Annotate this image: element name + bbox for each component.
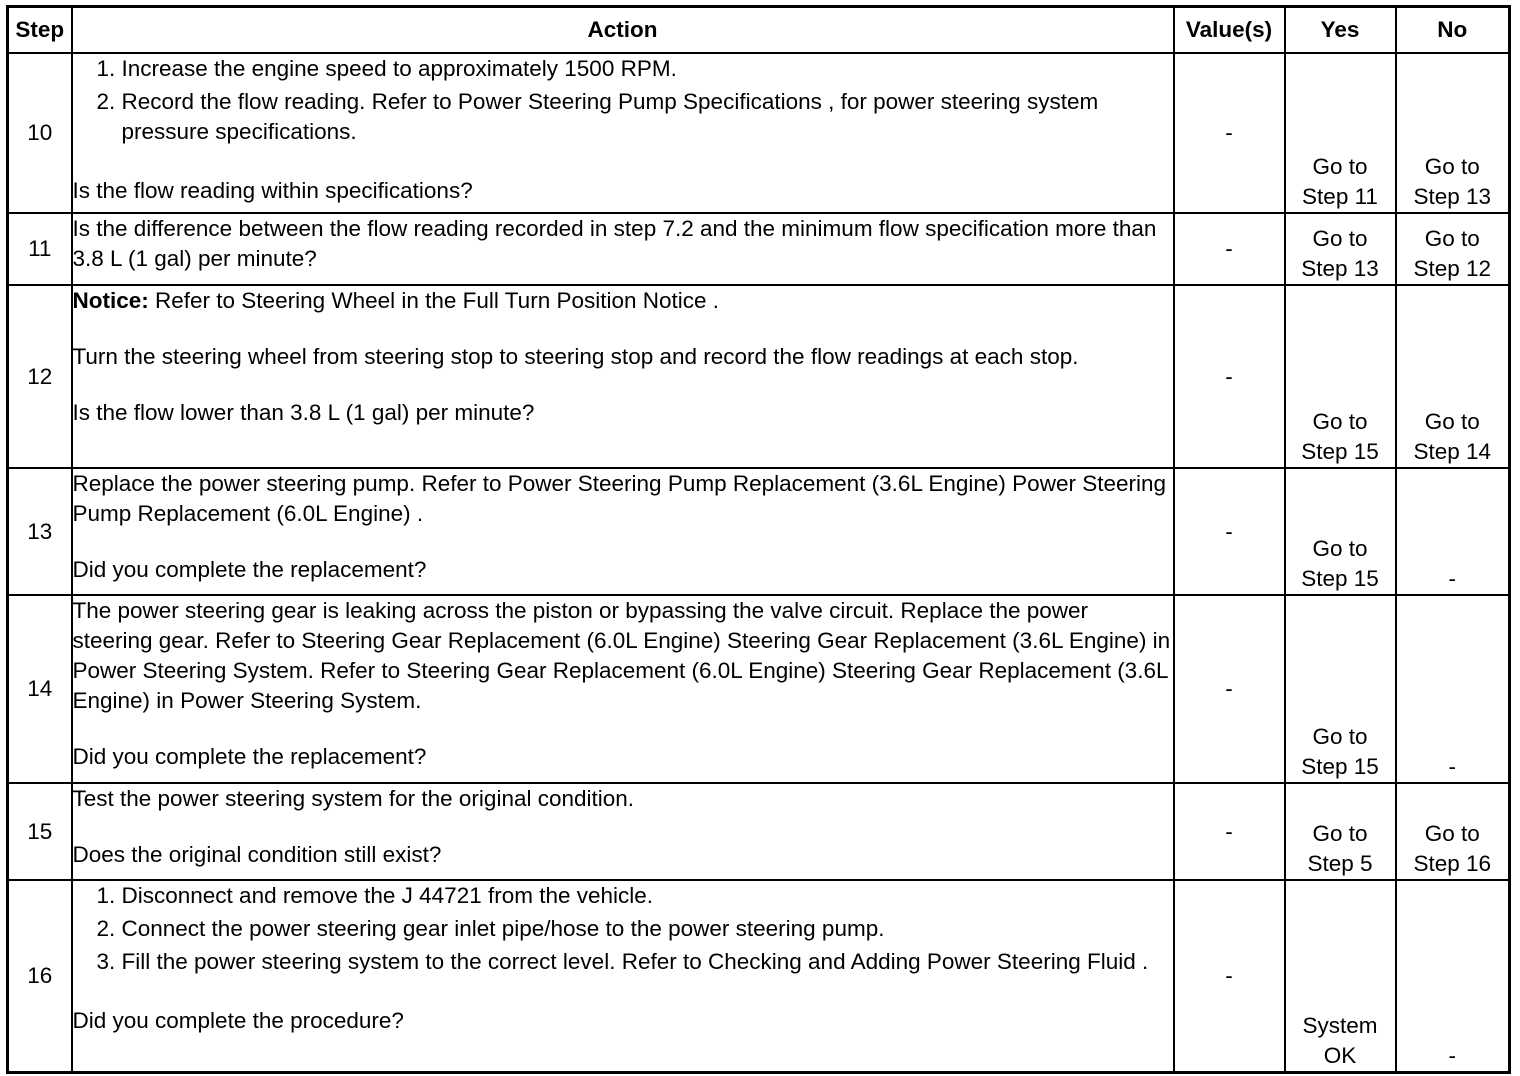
yes-line: Step 15 [1301, 566, 1379, 591]
list-item: 1. Disconnect and remove the J 44721 from the vehicle. [122, 881, 1173, 911]
no-cell [1396, 213, 1510, 285]
table-row [8, 468, 1510, 595]
action-question: Did you complete the replacement? [72, 557, 427, 582]
value-cell: - [1174, 783, 1285, 880]
step-number: 10 [8, 53, 72, 213]
step-number: 16 [8, 880, 72, 1072]
table-row [8, 880, 1510, 1072]
action-cell [72, 213, 1174, 285]
yes-cell [1285, 213, 1396, 285]
list-item: 1. Increase the engine speed to approximately 1500 RPM. [122, 54, 1173, 84]
action-cell [72, 53, 1174, 213]
yes-line: Step 11 [1302, 184, 1378, 209]
notice-text: Refer to Steering Wheel in the Full Turn Position Notice . [148, 288, 720, 313]
yes-line: Step 13 [1301, 256, 1379, 281]
table-row [8, 213, 1510, 285]
no-line: Go to [1424, 226, 1480, 251]
yes-cell [1285, 53, 1396, 213]
header-yes: Yes [1285, 7, 1396, 54]
yes-line: System [1302, 1012, 1378, 1038]
no-cell [1396, 595, 1510, 783]
header-values: Value(s) [1174, 7, 1285, 54]
action-text: The power steering gear is leaking across the piston or bypassing the valve circuit. Replace the power steering gear. Refer to Steering Gear Replacement (6.0L Engine) Steering Gear Replacement (3.6L Engine) in Power Steering System. Refer to Steering Gear Replacement (6.0L Engine) Steering Gear Replacement (3.6L Engine) in Power Steering System. [72, 598, 1171, 713]
table-row [8, 53, 1510, 213]
yes-line: Go to [1312, 724, 1368, 749]
yes-line: Step 15 [1301, 754, 1379, 779]
yes-cell [1285, 468, 1396, 595]
header-no: No [1396, 7, 1510, 54]
no-line: Step 14 [1413, 439, 1492, 464]
value-cell: - [1174, 595, 1285, 783]
table-row [8, 285, 1510, 468]
yes-cell [1285, 285, 1396, 468]
header-row [8, 7, 1510, 54]
action-cell [72, 468, 1174, 595]
no-cell [1396, 880, 1510, 1072]
value-cell: - [1174, 880, 1285, 1072]
value-cell: - [1174, 213, 1285, 285]
no-line: Go to [1424, 821, 1480, 846]
action-question: Does the original condition still exist? [72, 842, 442, 867]
header-action: Action [72, 7, 1174, 54]
yes-line: Go to [1312, 821, 1368, 846]
step-number: 11 [8, 213, 72, 285]
action-cell [72, 285, 1174, 468]
yes-cell [1285, 880, 1396, 1072]
no-cell [1396, 468, 1510, 595]
no-line: - [1448, 754, 1456, 779]
table-row [8, 595, 1510, 783]
step-number: 13 [8, 468, 72, 595]
action-question: Did you complete the replacement? [72, 744, 427, 769]
yes-line: OK [1323, 1042, 1357, 1068]
header-step: Step [8, 7, 72, 54]
action-text: Replace the power steering pump. Refer to Power Steering Pump Replacement (3.6L Engine) Power Steering Pump Replacement (6.0L Engine) . [72, 471, 1167, 526]
yes-cell [1285, 783, 1396, 880]
no-line: - [1448, 1042, 1456, 1068]
list-item: 2. Connect the power steering gear inlet pipe/hose to the power steering pump. [122, 914, 1173, 944]
action-question: Is the flow lower than 3.8 L (1 gal) per minute? [72, 400, 535, 425]
no-line: Step 13 [1413, 184, 1492, 209]
step-number: 12 [8, 285, 72, 468]
yes-line: Go to [1312, 409, 1368, 434]
no-line: - [1448, 566, 1456, 591]
yes-line: Go to [1312, 226, 1368, 251]
action-question: Is the flow reading within specifications? [72, 178, 473, 203]
action-text: Turn the steering wheel from steering stop to steering stop and record the flow readings at each stop. [72, 344, 1079, 369]
action-text: Is the difference between the flow reading recorded in step 7.2 and the minimum flow specification more than 3.8 L (1 gal) per minute? [72, 216, 1157, 271]
no-cell [1396, 783, 1510, 880]
notice [73, 286, 1173, 316]
list-item: 3. Fill the power steering system to the correct level. Refer to Checking and Adding Power Steering Fluid . [122, 947, 1173, 977]
yes-line: Step 15 [1301, 439, 1379, 464]
table-row [8, 783, 1510, 880]
step-number: 15 [8, 783, 72, 880]
action-list [73, 881, 1173, 977]
value-cell: - [1174, 53, 1285, 213]
value-cell: - [1174, 468, 1285, 595]
action-list [73, 54, 1173, 147]
diagnostic-table [6, 5, 1511, 1074]
no-cell [1396, 53, 1510, 213]
notice-label: Notice: [72, 288, 149, 313]
no-line: Step 16 [1413, 851, 1492, 876]
yes-line: Go to [1312, 154, 1368, 179]
action-cell [72, 880, 1174, 1072]
no-line: Go to [1424, 154, 1480, 179]
value-cell: - [1174, 285, 1285, 468]
list-item: 2. Record the flow reading. Refer to Power Steering Pump Specifications , for power steering system pressure specifications. [122, 87, 1173, 147]
yes-cell [1285, 595, 1396, 783]
action-question: Did you complete the procedure? [72, 1008, 404, 1033]
no-line: Go to [1424, 409, 1480, 434]
yes-line: Go to [1312, 536, 1368, 561]
no-cell [1396, 285, 1510, 468]
action-text: Test the power steering system for the original condition. [72, 786, 635, 811]
step-number: 14 [8, 595, 72, 783]
action-cell [72, 783, 1174, 880]
action-cell [72, 595, 1174, 783]
yes-line: Step 5 [1307, 851, 1373, 876]
no-line: Step 12 [1413, 256, 1492, 281]
